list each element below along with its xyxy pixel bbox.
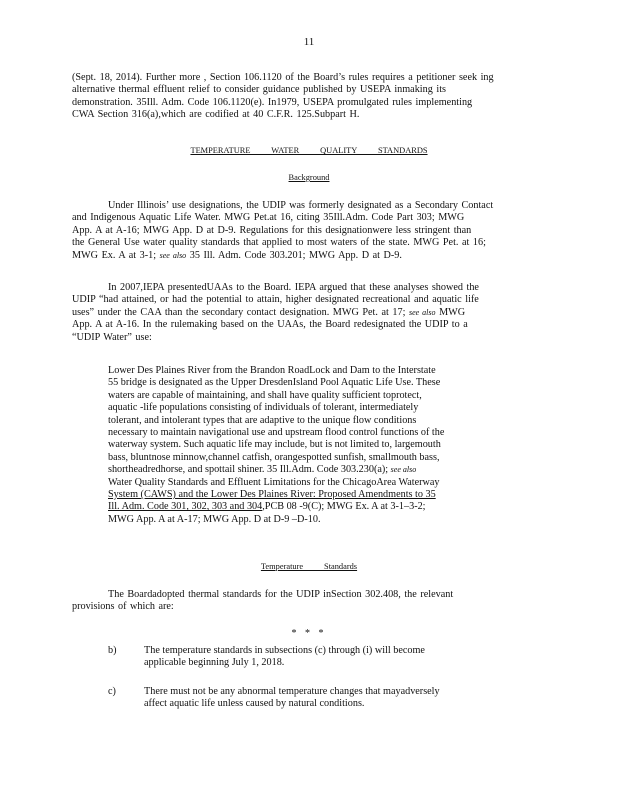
underlined-citation: Ill. Adm. Code 301, 302, 303 and 304 bbox=[108, 501, 263, 513]
italic-signal: see also bbox=[408, 307, 436, 317]
text-line: the General Use water quality standards that applied to most waters of the state. MWG Pet. at 16; bbox=[72, 237, 486, 249]
block-quote bbox=[108, 365, 502, 526]
quote-line bbox=[108, 501, 502, 513]
text-line: applicable beginning July 1, 2018. bbox=[144, 657, 285, 669]
uaa-paragraph bbox=[72, 282, 540, 344]
quote-line: aquatic -life populations consisting of individuals of tolerant, intermediately bbox=[108, 402, 419, 414]
subheading-background: Background bbox=[288, 173, 330, 182]
quote-line: Lower Des Plaines River from the Brandon RoadLock and Dam to the Interstate bbox=[108, 365, 436, 376]
item-text bbox=[144, 645, 504, 670]
text-run: MWG Ex. A at 3-1; bbox=[72, 249, 160, 261]
section-heading: TEMPERATURE WATER QUALITY STANDARDS bbox=[190, 146, 428, 155]
text-run: shortheadredhorse, and spottail shiner. 35 Ill.Adm. Code 303.230(a); bbox=[108, 464, 391, 476]
text-line: provisions of which are: bbox=[72, 601, 174, 613]
quote-line: tolerant, and intolerant types that are adaptive to the unique flow conditions bbox=[108, 414, 417, 426]
ellipsis-stars: * * * bbox=[291, 628, 327, 639]
text-line: affect aquatic life unless caused by natural conditions. bbox=[144, 698, 365, 710]
text-line: UDIP “had attained, or had the potential to attain, higher designated recreational and aquatic life bbox=[72, 294, 479, 306]
text-run: MWG bbox=[435, 306, 466, 318]
text-line bbox=[72, 250, 540, 262]
text-line: There must not be any abnormal temperature changes that mayadversely bbox=[144, 686, 440, 697]
quote-line: System (CAWS) and the Lower Des Plaines River: Proposed Amendments to 35 bbox=[108, 489, 436, 501]
intro-paragraph bbox=[72, 72, 540, 122]
text-line: The Boardadopted thermal standards for the UDIP inSection 302.408, the relevant bbox=[108, 589, 454, 600]
quote-line: 55 bridge is designated as the Upper DresdenIsland Pool Aquatic Life Use. These bbox=[108, 377, 441, 389]
quote-line: necessary to maintain navigational use and upstream flood control functions of the bbox=[108, 427, 445, 439]
text-line bbox=[72, 307, 540, 319]
text-run: uses” under the CAA than the secondary contact designation. MWG Pet. at 17; bbox=[72, 306, 409, 318]
quote-line: bass, bluntnose minnow,channel catfish, orangespotted sunfish, smallmouth bass, bbox=[108, 451, 440, 463]
text-run: ,PCB 08 -9(C); MWG Ex. A at 3-1–3-2; bbox=[262, 501, 426, 513]
background-paragraph bbox=[72, 200, 540, 262]
item-text bbox=[144, 686, 504, 711]
text-line: alternative thermal effluent relief to consider guidance published by USEPA inmaking its bbox=[72, 84, 446, 96]
subheading-temperature-standards: Temperature Standards bbox=[260, 562, 358, 571]
italic-signal: see also bbox=[159, 250, 187, 260]
item-label: c) bbox=[108, 686, 116, 697]
text-line: CWA Section 316(a),which are codified at 40 C.F.R. 125.Subpart H. bbox=[72, 109, 360, 121]
quote-line: waterway system. Such aquatic life may include, but is not limited to, largemouth bbox=[108, 439, 441, 451]
text-line: In 2007,IEPA presentedUAAs to the Board. IEPA argued that these analyses showed the bbox=[108, 282, 479, 293]
item-label: b) bbox=[108, 645, 117, 656]
temperature-paragraph bbox=[72, 589, 540, 614]
text-line: “UDIP Water” use: bbox=[72, 331, 152, 343]
page-number: 11 bbox=[303, 36, 315, 48]
italic-signal: see also bbox=[390, 465, 417, 475]
text-line: The temperature standards in subsections (c) through (i) will become bbox=[144, 645, 425, 656]
text-line: demonstration. 35Ill. Adm. Code 106.1120(e). In1979, USEPA promulgated rules implementing bbox=[72, 96, 473, 108]
text-line: and Indigenous Aquatic Life Water. MWG Pet.at 16, citing 35Ill.Adm. Code Part 303; MWG bbox=[72, 212, 465, 224]
text-line: App. A at A-16; MWG App. D at D-9. Regulations for this designationwere less stringent than bbox=[72, 224, 472, 236]
quote-line bbox=[108, 464, 502, 476]
text-line: Under Illinois’ use designations, the UDIP was formerly designated as a Secondary Contact bbox=[108, 200, 494, 211]
text-run: 35 Ill. Adm. Code 303.201; MWG App. D at D-9. bbox=[186, 249, 402, 261]
quote-line: MWG App. A at A-17; MWG App. D at D-9 –D-10. bbox=[108, 513, 321, 525]
quote-line: waters are capable of maintaining, and shall have quality sufficient toprotect, bbox=[108, 389, 422, 401]
text-line: (Sept. 18, 2014). Further more , Section 106.1120 of the Board’s rules requires a petitioner seek ing bbox=[72, 72, 494, 83]
quote-line: Water Quality Standards and Effluent Limitations for the ChicagoArea Waterway bbox=[108, 476, 440, 488]
text-line: App. A at A-16. In the rulemaking based on the UAAs, the Board redesignated the UDIP to a bbox=[72, 319, 468, 331]
